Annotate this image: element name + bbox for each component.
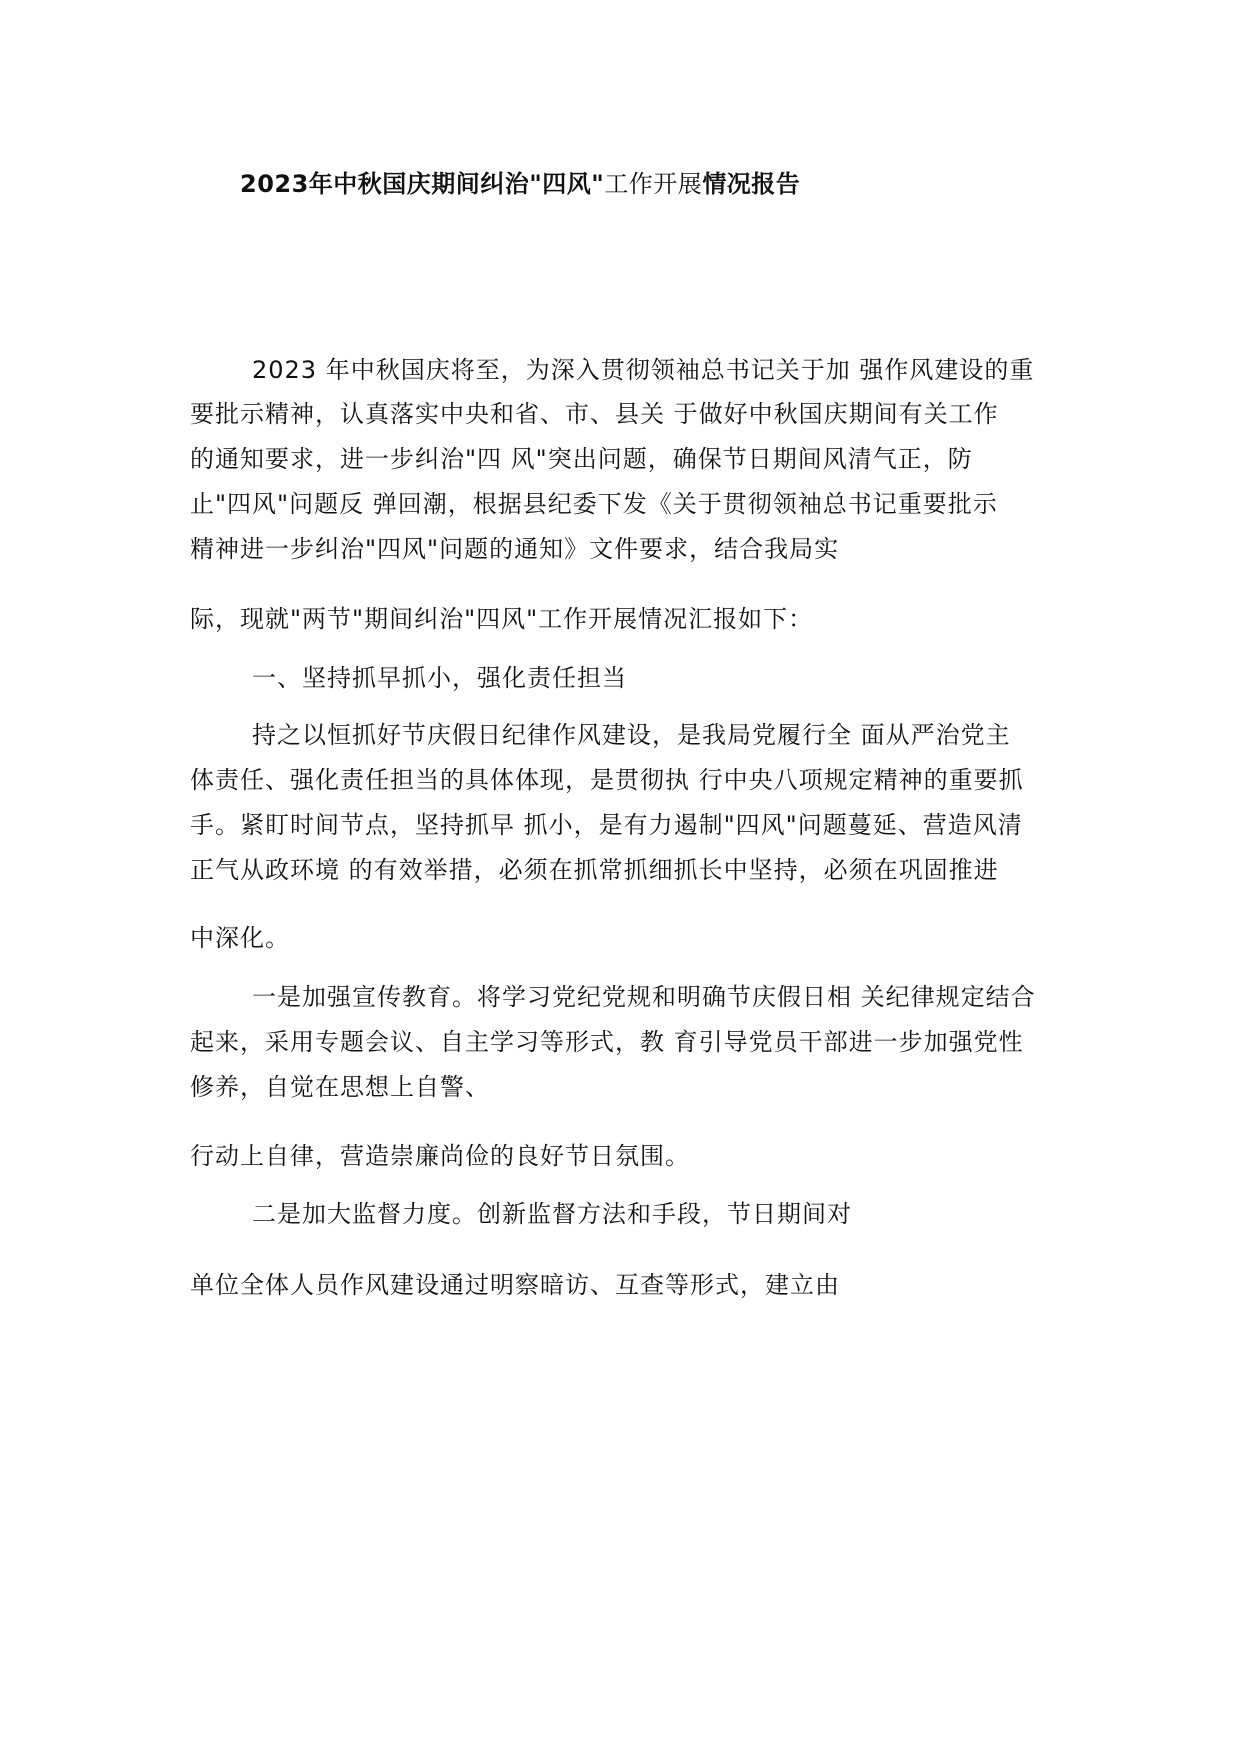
paragraph-2-line-3: 手。紧盯时间节点，坚持抓早 抓小，是有力遏制"四风"问题蔓延、营造风清 <box>190 811 1023 839</box>
paragraph-3-line-1: 一是加强宣传教育。将学习党纪党规和明确节庆假日相 关纪律规定结合 <box>252 983 1036 1011</box>
paragraph-2-line-4: 正气从政环境 的有效举措，必须在抓常抓细抓长中坚持，必须在巩固推进 <box>190 856 999 884</box>
paragraph-4-line-1: 二是加大监督力度。创新监督方法和手段，节日期间对 <box>252 1200 852 1228</box>
paragraph-2-line-5: 中深化。 <box>190 924 290 952</box>
title-part-1: 2023年中秋国庆期间纠治"四风" <box>240 170 605 198</box>
paragraph-2-line-1: 持之以恒抓好节庆假日纪律作风建设，是我局党履行全 面从严治党主 <box>252 721 1011 749</box>
paragraph-3-line-2: 起来，采用专题会议、自主学习等形式，教 育引导党员干部进一步加强党性 <box>190 1028 1024 1056</box>
document-title <box>240 164 800 199</box>
paragraph-1-line-4: 止"四风"问题反 弹回潮，根据县纪委下发《关于贯彻领袖总书记重要批示 <box>190 490 998 518</box>
paragraph-3-line-4: 行动上自律，营造崇廉尚俭的良好节日氛围。 <box>190 1142 690 1170</box>
section-heading-1: 一、坚持抓早抓小，强化责任担当 <box>252 664 627 692</box>
paragraph-1-line-3: 的通知要求，进一步纠治"四 风"突出问题，确保节日期间风清气正，防 <box>190 445 973 473</box>
title-part-2: 工作开展 <box>604 170 703 198</box>
paragraph-3-line-3: 修养，自觉在思想上自警、 <box>190 1073 490 1101</box>
paragraph-4-line-2: 单位全体人员作风建设通过明察暗访、互查等形式，建立由 <box>190 1271 840 1299</box>
paragraph-2-line-2: 体责任、强化责任担当的具体体现，是贯彻执 行中央八项规定精神的重要抓 <box>190 766 1024 794</box>
title-part-3: 情况报告 <box>702 170 801 198</box>
paragraph-1-line-2: 要批示精神，认真落实中央和省、市、县关 于做好中秋国庆期间有关工作 <box>190 400 999 428</box>
paragraph-1-line-6: 际，现就"两节"期间纠治"四风"工作开展情况汇报如下： <box>190 605 814 633</box>
paragraph-1-line-5: 精神进一步纠治"四风"问题的通知》文件要求，结合我局实 <box>190 535 840 563</box>
paragraph-1-line-1: 2023 年中秋国庆将至，为深入贯彻领袖总书记关于加 强作风建设的重 <box>252 356 1035 384</box>
